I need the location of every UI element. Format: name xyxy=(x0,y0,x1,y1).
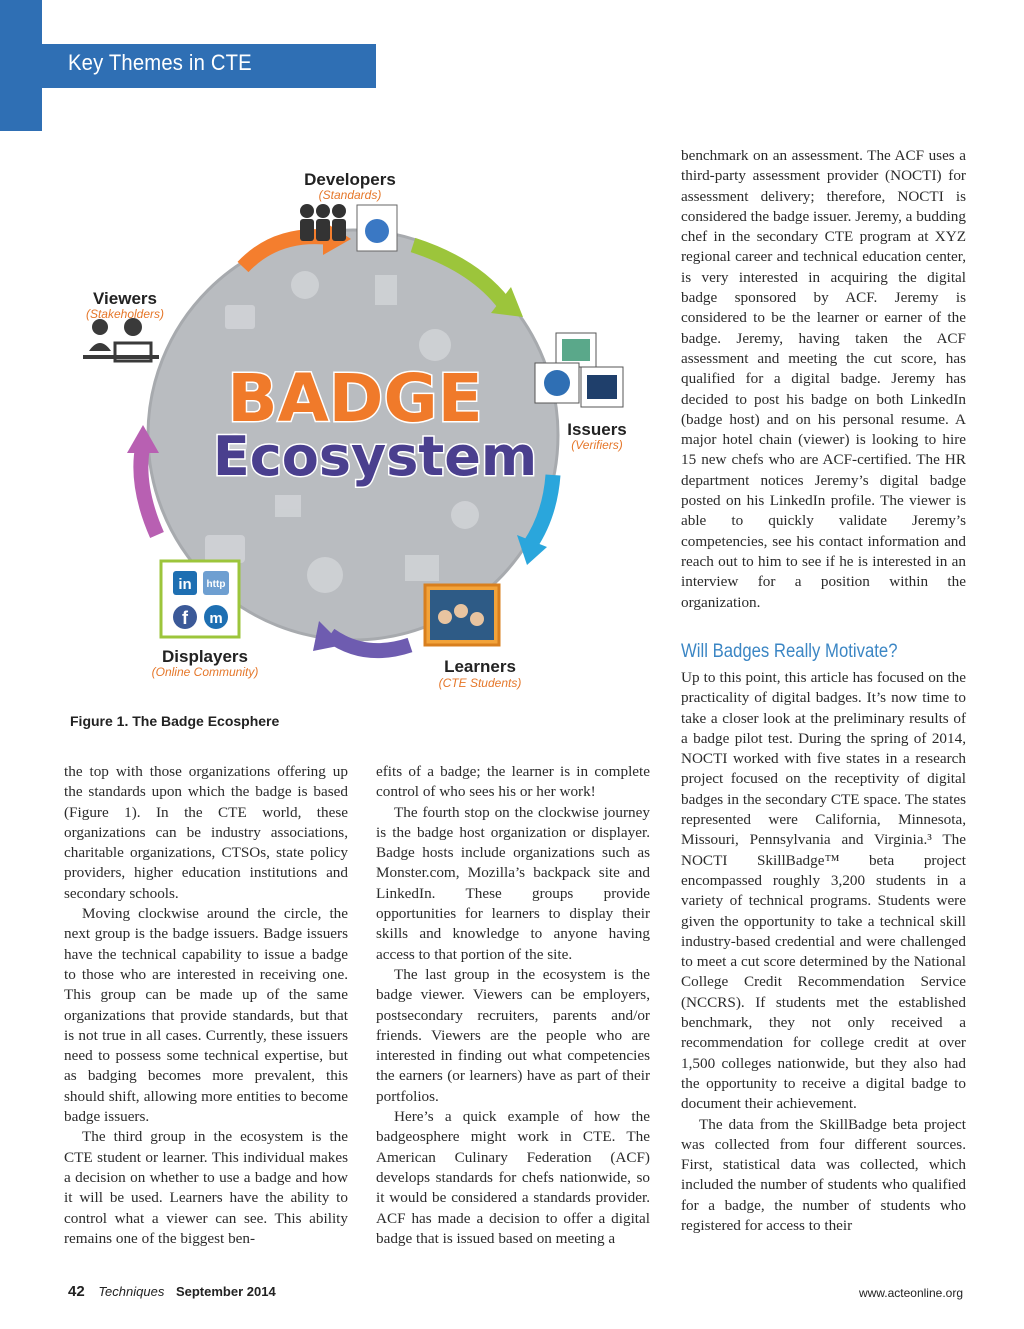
viewers-label: Viewers xyxy=(93,289,157,308)
paragraph: The fourth stop on the clockwise journey is the badge host organization or displayer. Badge hosts include organizations such as Monster.com, Mozilla’s backpack site and LinkedIn. These groups provide opportunities for learners to display their skills and knowledge to anyone having access to that portion of the site. xyxy=(376,803,650,963)
paragraph: The third group in the ecosystem is the CTE student or learner. This individual makes a decision on whether to use a badge and how it will be used. Learners have the ability to control what a viewer can see. This ability remains one of the biggest ben- xyxy=(64,1128,348,1247)
paragraph: Moving clockwise around the circle, the next group is the badge issuers. Badge issuers have the technical capability to issue a badge to those who are interested in receiving one. This group can be made up of the same organizations that provide standards, but that is not true in all cases. Currently, these issuers need to possess some technical expertise, but as badging becomes more prevalent, this should shift, allowing more entities to become badge issuers. xyxy=(64,905,348,1126)
section-heading: Will Badges Really Motivate? xyxy=(681,641,898,662)
displayers-icons xyxy=(161,561,239,637)
footer-url[interactable]: www.acteonline.org xyxy=(858,1286,963,1300)
column-1 xyxy=(64,762,348,1249)
side-tab xyxy=(0,0,42,131)
paragraph: benchmark on an assessment. The ACF uses a third-party assessment provider (NOCTI) for assessment delivery; therefore, NOCTI is considered the badge issuer. Jeremy, a budding chef in the secondary CTE program at XYZ regional career and technical education center, is very interested in acquiring the digital badge sponsored by ACF. Jeremy is considered to be the learner or earner of the badge. Jeremy, having taken the ACF assessment and meeting the cut score, has qualified for a digital badge. Jeremy has decided to post his badge on both LinkedIn (badge host) and on his personal resume. A major hotel chain (viewer) is looking to hire 15 new chefs who are ACF-certified. The HR department notices Jeremy’s digital badge posted on his LinkedIn profile. The viewer is able to quickly validate Jeremy’s competencies, see his contact information and reach out to him to see if he is interested in an interview for a position within the organization. xyxy=(681,147,966,611)
section-title: Key Themes in CTE xyxy=(68,50,252,75)
paragraph: efits of a badge; the learner is in complete control of who sees his or her work! xyxy=(376,763,650,801)
developers-label: Developers xyxy=(304,170,396,189)
learners-label: Learners xyxy=(444,657,516,676)
figure-caption: Figure 1. The Badge Ecosphere xyxy=(70,713,280,729)
issue-date: September 2014 xyxy=(175,1284,276,1299)
facebook-icon: f xyxy=(182,608,188,628)
displayers-sublabel: (Online Community) xyxy=(151,665,259,679)
issuers-icon xyxy=(535,333,623,407)
magazine-name: Techniques xyxy=(98,1284,165,1299)
page-footer xyxy=(68,1283,276,1300)
displayers-label: Displayers xyxy=(162,647,248,666)
paragraph: The data from the SkillBadge beta project was collected from four different sources. First, statistical data was collected, which included the number of students who qualified for a badge, the number of students who registered for access to their xyxy=(681,1115,966,1235)
developers-sublabel: (Standards) xyxy=(318,188,382,202)
learners-photo xyxy=(425,585,499,645)
paragraph: The last group in the ecosystem is the badge viewer. Viewers can be employers, postsecondary recruiters, parents and/or friends. Viewers are the people who are interested in finding out what competencies the earners (or learners) have as part of their portfolios. xyxy=(376,965,650,1105)
column-3-top xyxy=(681,146,966,613)
paragraph: the top with those organizations offering up the standards upon which the badge is based (Figure 1). In the CTE world, these organizations can be industry associations, charitable organizations, CTSOs, state policy providers, higher education institutions and secondary schools. xyxy=(64,763,348,902)
mozilla-icon: m xyxy=(209,610,223,627)
paragraph: Here’s a quick example of how the badgeosphere might work in CTE. The American Culinary Federation (ACF) develops standards for chefs nationwide, so it would be considered a standards provider. ACF has made a decision to offer a digital badge that is issued based on meeting a xyxy=(376,1108,650,1247)
column-3-bottom xyxy=(681,668,966,1236)
badge-ecosystem-diagram xyxy=(75,155,635,700)
page-number: 42 xyxy=(68,1283,85,1300)
learners-sublabel: (CTE Students) xyxy=(438,676,522,690)
issuers-sublabel: (Verifiers) xyxy=(571,438,623,452)
viewers-icon xyxy=(83,318,159,361)
viewers-sublabel: (Stakeholders) xyxy=(85,307,165,321)
badge-ecosystem-figure xyxy=(75,155,635,700)
paragraph: Up to this point, this article has focused on the practicality of digital badges. It’s now time to take a closer look at the preliminary results of a badge pilot test. During the spring of 2014, NOCTI worked with five states in a research project focused on the receptivity of digital badges in the secondary CTE space. The states represented were California, Minnesota, Missouri, Pennsylvania and Virginia.³ The NOCTI SkillBadge™ beta project encompassed roughly 3,200 students in a variety of technical programs. Students were given the opportunity to take a technical skill industry-based credential and were challenged to meet a cut score determined by the National College Credit Recommendation Service (NCCRS). If students met the established benchmark, they not only received a recommendation for college credit at over 1,500 colleges nationwide, but they also had the opportunity to receive a digital badge to document their achievement. xyxy=(681,669,966,1113)
badge-title: BADGE xyxy=(227,360,483,437)
ecosystem-title: Ecosystem xyxy=(212,425,538,488)
column-2 xyxy=(376,762,650,1249)
issuers-label: Issuers xyxy=(567,420,627,439)
linkedin-icon: in xyxy=(178,576,192,593)
http-icon: http xyxy=(206,579,226,590)
header-banner xyxy=(42,44,376,88)
